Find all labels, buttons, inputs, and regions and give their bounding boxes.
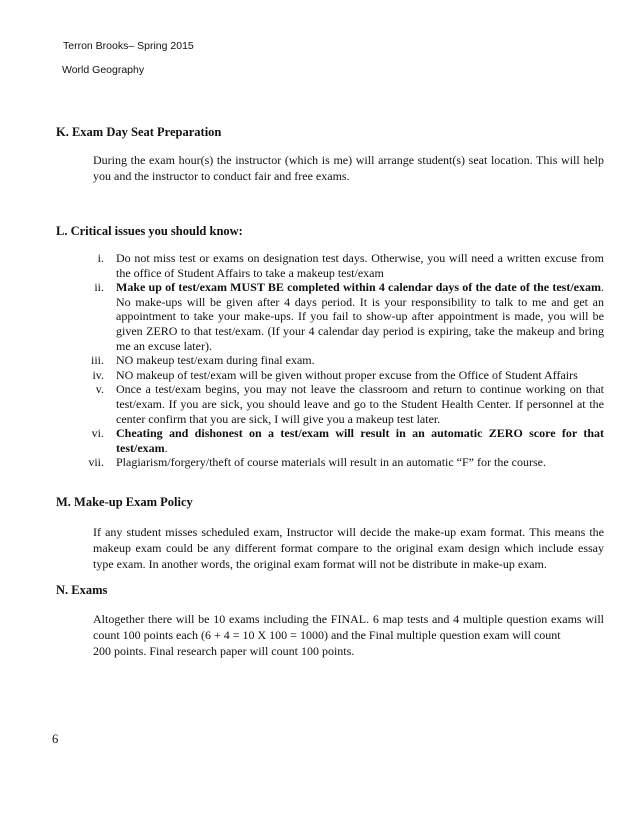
list-item: [74, 280, 604, 353]
critical-issues-list: [74, 251, 604, 470]
header-course: World Geography: [62, 64, 145, 76]
list-item: [74, 455, 604, 470]
section-k-heading: K. Exam Day Seat Preparation: [56, 125, 222, 139]
section-n-text-line2: 200 points. Final research paper will count 100 points.: [93, 644, 355, 658]
section-m-heading: M. Make-up Exam Policy: [56, 495, 193, 509]
section-n-text-line1: Altogether there will be 10 exams including the FINAL. 6 map tests and 4 multiple question exams will count 100 points each (6 + 4 = 10 X 100 = 1000) and the Final multiple question exam will count: [93, 612, 604, 642]
list-item-text: .: [164, 440, 168, 455]
list-item-number: ii.: [94, 280, 104, 295]
section-m-text: If any student misses scheduled exam, Instructor will decide the make-up exam format. This means the makeup exam could be any different format compare to the original exam design which include essay type exam. In another words, the original exam format will not be distribute in make-up exam.: [93, 525, 604, 571]
list-item-bold-text: Make up of test/exam MUST BE completed within 4 calendar days of the date of the test/exam: [116, 280, 601, 295]
list-item-number: v.: [95, 382, 104, 397]
list-item-text: NO makeup test/exam during final exam.: [116, 353, 315, 368]
list-item-text: . No make-ups will be given after 4 days period. It is your responsibility to talk to me and get an appointment to take your make-ups. If you fail to show-up after appointment is made, you will be given ZERO to that test/exam. (If your 4 calendar day period is expiring, take the makeup and bring me an excuse later).: [116, 280, 604, 353]
page-number: 6: [52, 732, 59, 746]
list-item: [74, 368, 604, 383]
list-item-number: vii.: [88, 455, 104, 470]
section-n-text: [93, 611, 604, 659]
section-k-text: During the exam hour(s) the instructor (which is me) will arrange student(s) seat location. This will help you and the instructor to conduct fair and free exams.: [93, 153, 604, 183]
list-item: [74, 426, 604, 455]
header-author-term: Terron Brooks– Spring 2015: [63, 40, 194, 52]
list-item: [74, 382, 604, 426]
section-n-heading: N. Exams: [56, 583, 108, 597]
list-item: [74, 251, 604, 280]
list-item-text: Plagiarism/forgery/theft of course materials will result in an automatic “F” for the course.: [116, 455, 546, 470]
list-item-text: Do not miss test or exams on designation test days. Otherwise, you will need a written excuse from the office of Student Affairs to take a makeup test/exam: [116, 251, 604, 280]
list-item-text: NO makeup of test/exam will be given without proper excuse from the Office of Student Affairs: [116, 367, 578, 382]
section-l-heading: L. Critical issues you should know:: [56, 224, 243, 238]
list-item-number: iii.: [90, 353, 104, 368]
list-item: [74, 353, 604, 368]
list-item-bold-text: Cheating and dishonest on a test/exam will result in an automatic ZERO score for that test/exam: [116, 426, 604, 455]
list-item-text: Once a test/exam begins, you may not leave the classroom and return to continue working on that test/exam. If you are sick, you should leave and go to the Student Health Center. If personnel at the center confirm that you are sick, I will give you a makeup test later.: [116, 382, 604, 426]
list-item-number: vi.: [91, 426, 104, 441]
list-item-number: i.: [97, 251, 104, 265]
list-item-number: iv.: [92, 367, 104, 382]
